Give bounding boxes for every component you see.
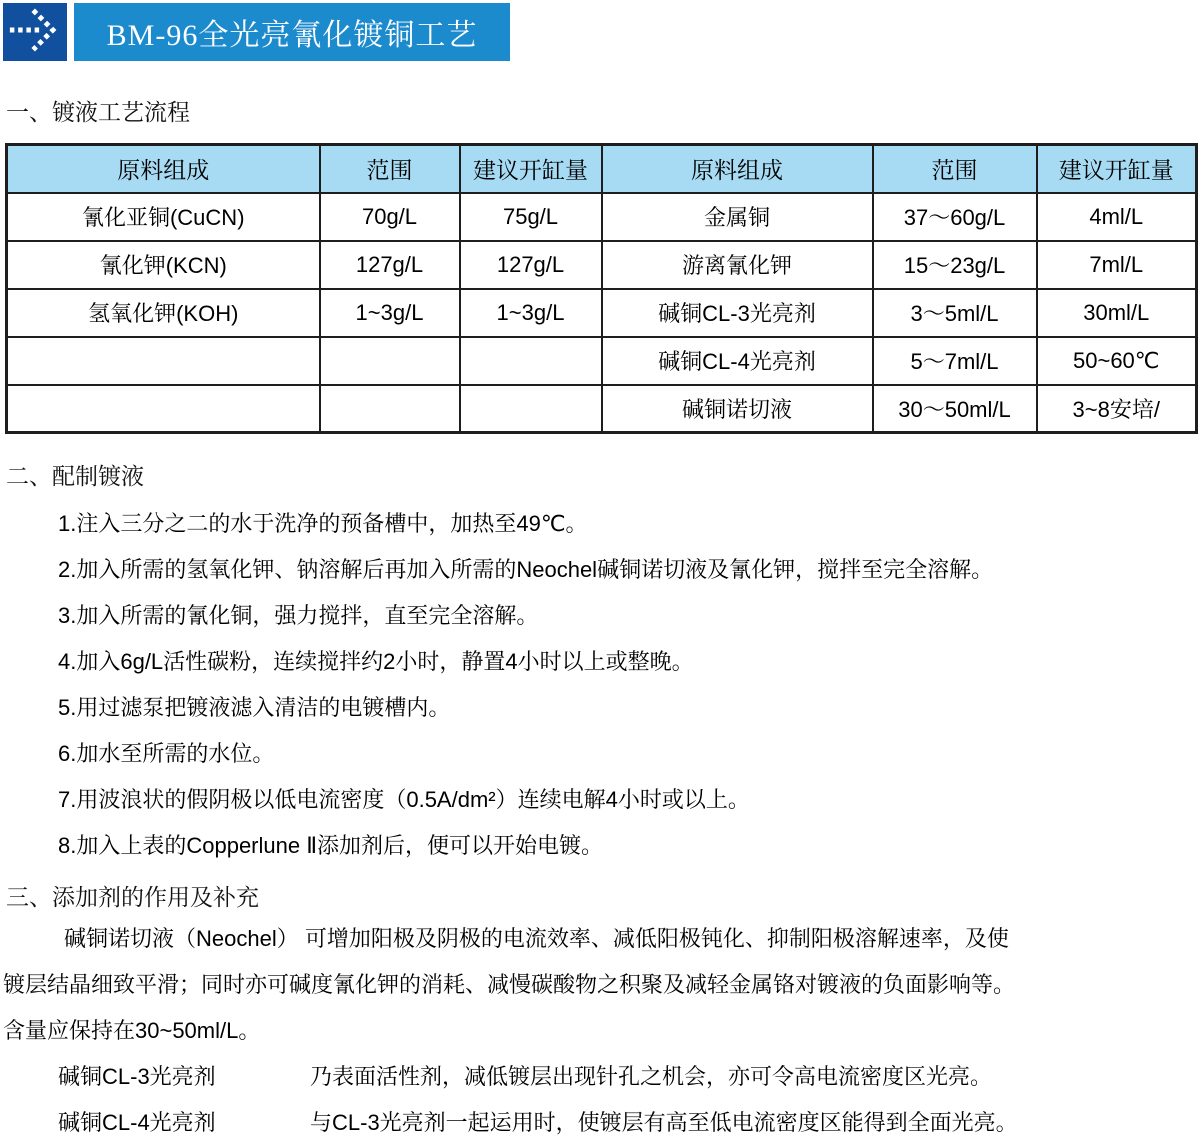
table-cell: 碱铜诺切液 (602, 385, 873, 433)
column-header: 范围 (320, 145, 460, 193)
column-header: 范围 (873, 145, 1037, 193)
table-cell: 1~3g/L (460, 289, 602, 337)
table-cell: 5～7ml/L (873, 337, 1037, 385)
paragraph-line: 镀层结晶细致平滑；同时亦可碱度氰化钾的消耗、减慢碳酸物之积聚及减轻金属铬对镀液的负面影响等。 (3, 972, 1016, 997)
table-cell: 碱铜CL-4光亮剂 (602, 337, 873, 385)
table-cell: 氰化钾(KCN) (7, 241, 320, 289)
additive-description: 与CL-3光亮剂一起运用时，使镀层有高至低电流密度区能得到全面光亮。 (310, 1110, 1018, 1135)
document-title-bar (74, 3, 510, 61)
table-cell: 1~3g/L (320, 289, 460, 337)
table-cell: 7ml/L (1037, 241, 1197, 289)
document-title: BM-96全光亮氰化镀铜工艺 (106, 19, 478, 52)
table-cell: 3~8安培/ (1037, 385, 1197, 433)
table-cell: 氢氧化钾(KOH) (7, 289, 320, 337)
table-row (7, 241, 1197, 289)
section3-heading: 三、添加剂的作用及补充 (6, 884, 259, 910)
section1-heading: 一、镀液工艺流程 (6, 99, 190, 125)
table-cell: 30ml/L (1037, 289, 1197, 337)
additive-row (0, 1054, 1200, 1100)
table-header-row (7, 145, 1197, 193)
dashed-arrow-right-icon (6, 4, 64, 61)
table-cell (7, 337, 320, 385)
table-row (7, 289, 1197, 337)
section2-heading: 二、配制镀液 (6, 463, 144, 489)
table-row (7, 193, 1197, 241)
process-parameters-table (5, 143, 1198, 434)
table-cell: 70g/L (320, 193, 460, 241)
paragraph-line: 碱铜诺切液（Neochel） 可增加阳极及阴极的电流效率、减低阳极钝化、抑制阳极溶解速率，及使 (64, 926, 1009, 951)
step-item: 3.加入所需的氰化铜，强力搅拌，直至完全溶解。 (58, 603, 539, 628)
additive-descriptions (0, 1054, 1200, 1146)
additive-name: 碱铜CL-4光亮剂 (58, 1110, 216, 1135)
table-cell: 氰化亚铜(CuCN) (7, 193, 320, 241)
table-cell (460, 337, 602, 385)
table-cell: 30～50ml/L (873, 385, 1037, 433)
title-banner (3, 3, 1200, 61)
table-cell: 游离氰化钾 (602, 241, 873, 289)
table-cell: 4ml/L (1037, 193, 1197, 241)
table-cell: 37～60g/L (873, 193, 1037, 241)
step-item: 5.用过滤泵把镀液滤入清洁的电镀槽内。 (58, 695, 451, 720)
table-cell: 127g/L (320, 241, 460, 289)
step-item: 6.加水至所需的水位。 (58, 741, 275, 766)
column-header: 原料组成 (7, 145, 320, 193)
additive-description: 乃表面活性剂，减低镀层出现针孔之机会，亦可令高电流密度区光亮。 (310, 1064, 993, 1089)
additive-name: 碱铜CL-3光亮剂 (58, 1064, 216, 1089)
column-header: 建议开缸量 (1037, 145, 1197, 193)
table-row (7, 385, 1197, 433)
table-cell: 金属铜 (602, 193, 873, 241)
additives-paragraph (0, 916, 1200, 1054)
table-cell: 50~60℃ (1037, 337, 1197, 385)
table-cell (320, 385, 460, 433)
table-cell (320, 337, 460, 385)
table-cell: 碱铜CL-3光亮剂 (602, 289, 873, 337)
table-row (7, 337, 1197, 385)
step-item: 7.用波浪状的假阴极以低电流密度（0.5A/dm²）连续电解4小时或以上。 (58, 787, 750, 812)
table-cell: 15～23g/L (873, 241, 1037, 289)
logo-box (3, 3, 67, 61)
additive-row (0, 1100, 1200, 1146)
step-item: 2.加入所需的氢氧化钾、钠溶解后再加入所需的Neochel碱铜诺切液及氰化钾，搅拌至完全溶解。 (58, 557, 994, 582)
table-cell: 3～5ml/L (873, 289, 1037, 337)
paragraph-line: 含量应保持在30~50ml/L。 (3, 1018, 261, 1043)
column-header: 建议开缸量 (460, 145, 602, 193)
preparation-steps (0, 501, 1200, 869)
column-header: 原料组成 (602, 145, 873, 193)
step-item: 8.加入上表的Copperlune Ⅱ添加剂后，便可以开始电镀。 (58, 833, 604, 858)
step-item: 1.注入三分之二的水于洗净的预备槽中，加热至49℃。 (58, 511, 588, 536)
table-cell (7, 385, 320, 433)
step-item: 4.加入6g/L活性碳粉，连续搅拌约2小时，静置4小时以上或整晚。 (58, 649, 694, 674)
table-cell: 127g/L (460, 241, 602, 289)
table-cell: 75g/L (460, 193, 602, 241)
table-cell (460, 385, 602, 433)
